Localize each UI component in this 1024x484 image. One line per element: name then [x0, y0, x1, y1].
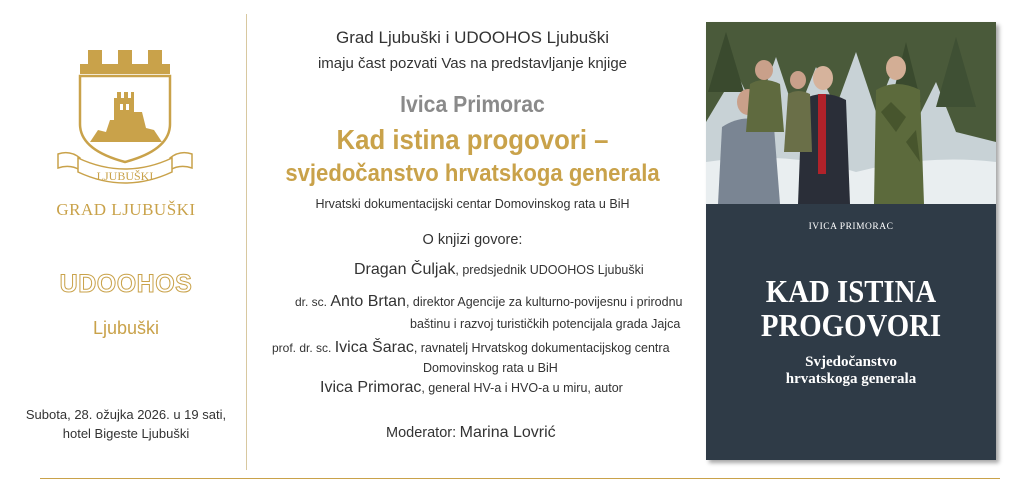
speaker-role: , predsjednik UDOOHOS Ljubuški: [455, 263, 644, 277]
event-date: Subota, 28. ožujka 2026. u 19 sati,: [25, 407, 227, 422]
book-title-line1: Kad istina progovori –: [336, 124, 609, 155]
cover-title-line1: KAD ISTINA: [765, 273, 937, 309]
cover-subtitle: [706, 354, 996, 388]
cover-subtitle-line1: Svjedočanstvo: [805, 354, 897, 370]
crest-banner-text: LJUBUŠKI: [96, 169, 154, 183]
speaker-2: [295, 294, 683, 310]
moderator-label: Moderator:: [386, 425, 457, 441]
city-name: GRAD LJUBUŠKI: [56, 200, 196, 219]
speaker-role: , general HV-a i HVO-a u miru, autor: [421, 381, 623, 395]
org-city: Ljubuški: [92, 318, 160, 338]
publisher: Hrvatski dokumentacijski centar Domovinskog rata u BiH: [315, 197, 630, 211]
cover-title-line2: PROGOVORI: [760, 307, 942, 343]
speaker-role: , direktor Agencije za kulturno-povijesnu i prirodnu: [405, 295, 683, 309]
speaker-name: Dragan Čuljak: [354, 261, 456, 278]
divider-line: [246, 14, 247, 470]
cover-subtitle-line2: hrvatskoga generala: [785, 371, 917, 387]
book-author: Ivica Primorac: [400, 91, 545, 117]
event-info: [0, 405, 252, 443]
speaker-2-role-cont: baštinu i razvoj turističkih potencijala grada Jajca: [410, 317, 681, 331]
cover-title: [721, 274, 982, 342]
speaker-prefix: prof. dr. sc.: [272, 341, 335, 355]
speaker-name: Ivica Šarac: [334, 339, 414, 356]
speakers-header: O knjizi govore:: [422, 232, 523, 248]
speaker-name: Ivica Primorac: [320, 379, 422, 396]
bottom-rule: [40, 478, 1000, 479]
moderator: [386, 425, 556, 441]
speaker-role: , ravnatelj Hrvatskog dokumentacijskog centra: [413, 341, 670, 355]
left-column: [0, 0, 246, 484]
hosts: Grad Ljubuški i UDOOHOS Ljubuški: [335, 28, 610, 47]
speaker-3-role-cont: Domovinskog rata u BiH: [423, 361, 558, 375]
ljubuski-coat-of-arms-icon: [50, 42, 200, 192]
book-title-line2: svjedočanstvo hrvatskoga generala: [285, 160, 660, 187]
speaker-prefix: dr. sc.: [295, 295, 331, 309]
speaker-3: [272, 340, 670, 356]
speaker-4: [320, 380, 623, 396]
event-venue: hotel Bigeste Ljubuški: [62, 426, 190, 441]
cover-author: IVICA PRIMORAC: [808, 222, 894, 232]
org-name: UDOOHOS: [59, 270, 193, 298]
speaker-name: Anto Brtan: [330, 293, 406, 310]
cover-photo-soldiers-icon: [706, 22, 996, 204]
moderator-name: Marina Lovrić: [459, 424, 556, 441]
book-cover: [706, 22, 996, 460]
invite-line: imaju čast pozvati Vas na predstavljanje knjige: [317, 55, 628, 72]
speaker-1: [354, 262, 644, 278]
